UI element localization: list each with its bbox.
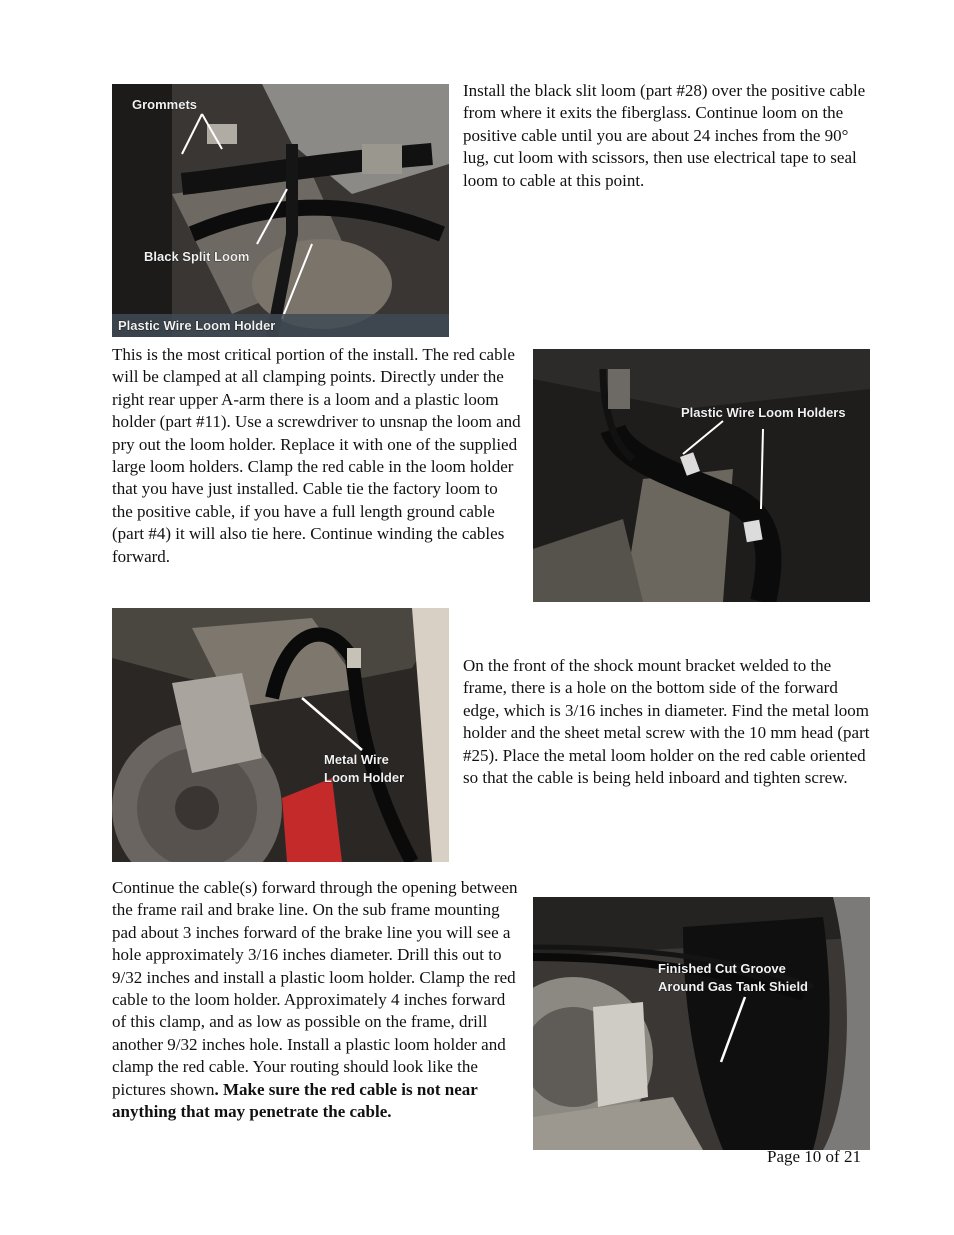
routing-text: Continue the cable(s) forward through the opening between the frame rail and brake line. On the sub frame mounting pad about 3 inches forward of the brake line you will see a hole approximately 3/16 inches diameter. Drill this out to 9/32 inches and install a plastic loom holder. Clamp the red cable to the loom holder. Approximately 4 inches forward of this clamp, and as low as possible on the frame, drill another 9/32 inches hole. Install a plastic loom holder and clamp the red cable. Your routing should look like the pictures shown [112,878,518,1099]
routing-warning: . Make sure the red cable is not near anything that may penetrate the cable. [112,1079,478,1122]
photo1-image [112,84,449,337]
photo2-image [533,349,870,602]
photo4-label-line1: Finished Cut Groove [658,961,786,976]
photo3-label-line2: Loom Holder [324,770,405,785]
paragraph-critical-portion: This is the most critical portion of the install. The red cable will be clamped at all clamping points. Directly under the right rear upper A-arm there is a loom and a plastic loom holder (part #11). Use a screwdriver to unsnap the loom and pry out the loom holder. Replace it with one of the supplied large loom holders. Clamp the red cable in the loom holder that you have just installed. Cable tie the factory loom to the positive cable, if you have a full length ground cable (part #4) it will also tie here. Continue winding the cables forward. [112,345,521,566]
photo3-image [112,608,449,862]
paragraph-slit-loom: Install the black slit loom (part #28) over the positive cable from where it exits the fiberglass. Continue loom on the positive cable until you are about 24 inches from the 90° lug, cut loom with scissors, then use electrical tape to seal loom to cable at this point. [463,81,866,190]
photo-gas-tank-shield [533,897,870,1150]
photo1-label-split-loom: Black Split Loom [144,249,250,264]
photo2-label-holders: Plastic Wire Loom Holders [681,405,846,420]
photo-grommets-split-loom [112,84,449,337]
paragraph-routing-forward [112,877,522,1123]
photo1-label-loom-holder: Plastic Wire Loom Holder [118,318,276,333]
photo-metal-loom-holder [112,608,449,862]
photo4-label-line2: Around Gas Tank Shield [658,979,809,994]
paragraph-shock-mount: On the front of the shock mount bracket welded to the frame, there is a hole on the bottom side of the forward edge, which is 3/16 inches in diameter. Find the metal loom holder and the sheet metal screw with the 10 mm head (part #25). Place the metal loom holder on the red cable oriented so that the cable is being held inboard and tighten screw. [463,656,870,788]
page-number: Page 10 of 21 [767,1147,861,1166]
photo-plastic-loom-holders [533,349,870,602]
photo1-label-grommets: Grommets [132,97,198,112]
photo4-image [533,897,870,1150]
photo3-label-line1: Metal Wire [324,752,389,767]
